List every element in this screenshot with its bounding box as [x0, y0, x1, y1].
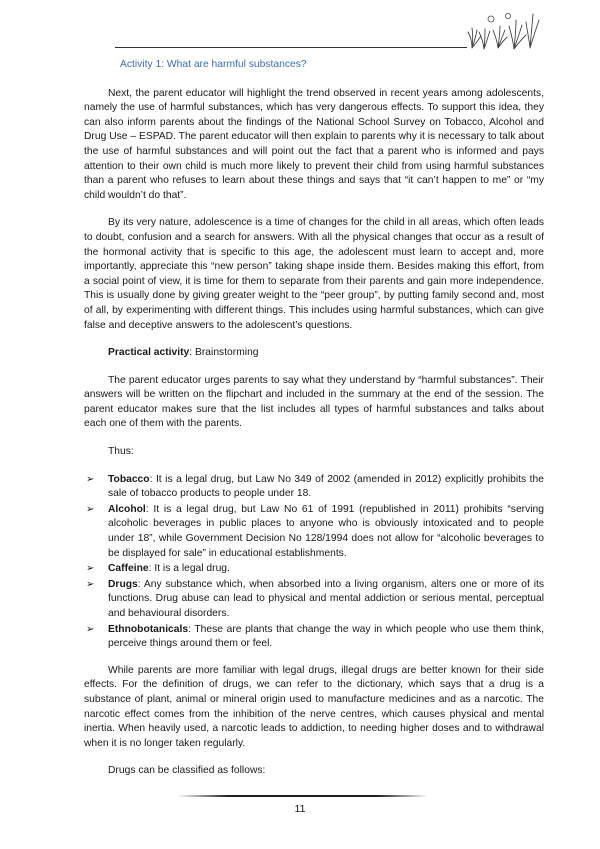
header-rule — [115, 47, 467, 48]
paragraph-adolescence: By its very nature, adolescence is a time of changes for the child in all areas, which often leads to doubt, confusion and a search for answers. With all the physical changes that occur as a result of the hormonal activity that is specific to this age, the adolescent must learn to accept and, more importantly, appreciate this “new person” taking shape inside them. Besides making this effort, from a social point of view, it is time for them to separate from their parents and gain more independence. This is usually done by giving greater weight to the “peer group”, by putting family second and, most of all, by experimenting with different things. This includes using harmful substances, which can give false and deceptive answers to the adolescent’s questions. — [84, 217, 544, 331]
substance-list — [84, 473, 544, 652]
arrow-bullet-icon: ➢ — [86, 578, 95, 590]
paragraph-drugs-definition: While parents are more familiar with legal drugs, illegal drugs are better known for their side effects. For the definition of drugs, we can refer to the dictionary, which says that a drug is a substance of plant, animal or mineral origin used to manufacture medicines and as a narcotic. The narcotic effect comes from the inhibition of the nerve centres, which causes physical and mental inertia. When heavily used, a narcotic leads to addiction, to needing higher doses and to withdrawal when it is no longer taken regularly. — [84, 664, 544, 749]
practical-activity-label: Practical activity — [108, 347, 190, 359]
footer-rule — [178, 795, 428, 797]
hands-logo-icon — [464, 8, 542, 52]
paragraph-brainstorming: The parent educator urges parents to say what they understand by “harmful substances”. Their answers will be written on the flipchart and included in the summary at the end of the session. The parent educator makes sure that the list includes all types of harmful substances and talks about each one of them with the parents. — [84, 374, 544, 430]
arrow-bullet-icon: ➢ — [86, 563, 95, 575]
activity-title: Activity 1: What are harmful substances? — [120, 59, 307, 70]
list-item: ➢ Caffeine: It is a legal drug. — [84, 562, 544, 577]
paragraph-intro: Next, the parent educator will highlight the trend observed in recent years among adolescents, namely the use of harmful substances, which has very dangerous effects. To support this idea, they can also inform parents about the findings of the National School Survey on Tobacco, Alcohol and Drug Use – ESPAD. The parent educator will then explain to parents why it is necessary to talk about the use of harmful substances and will point out the fact that a parent who is informed and pays attention to their own child is much more likely to prevent their child from using harmful substances than a parent who refuses to learn about these things and says that “it can’t happen to me” or “my child wouldn’t do that”. — [84, 87, 544, 201]
list-item: ➢ Drugs: Any substance which, when absorbed into a living organism, alters one or more of its functions. Drug abuse can lead to physical and mental addiction or serious mental, perceptual and behavioural disorders. — [86, 578, 544, 619]
page-content — [84, 58, 544, 792]
arrow-bullet-icon: ➢ — [86, 503, 95, 515]
practical-activity-text: : Brainstorming — [189, 347, 259, 359]
arrow-bullet-icon: ➢ — [86, 473, 95, 485]
arrow-bullet-icon: ➢ — [86, 623, 95, 635]
list-item: ➢ Ethnobotanicals: These are plants that change the way in which people who use them think, perceive things around them or feel. — [86, 623, 544, 650]
thus-line: Thus: — [108, 446, 134, 458]
classify-line: Drugs can be classified as follows: — [108, 765, 266, 777]
page-number: 11 — [294, 803, 306, 815]
list-item: ➢ Alcohol: It is a legal drug, but Law No 61 of 1991 (republished in 2011) prohibits “serving alcoholic beverages in public places to anyone who is obviously intoxicated and to people under 18”, while Government Decision No 128/1994 does not allow for “alcoholic beverages to be displayed for sale” in educational establishments. — [86, 503, 544, 559]
list-item: ➢ Tobacco: It is a legal drug, but Law No 349 of 2002 (amended in 2012) explicitly prohibits the sale of tobacco products to people under 18. — [86, 473, 544, 500]
practical-activity-line — [108, 346, 544, 361]
